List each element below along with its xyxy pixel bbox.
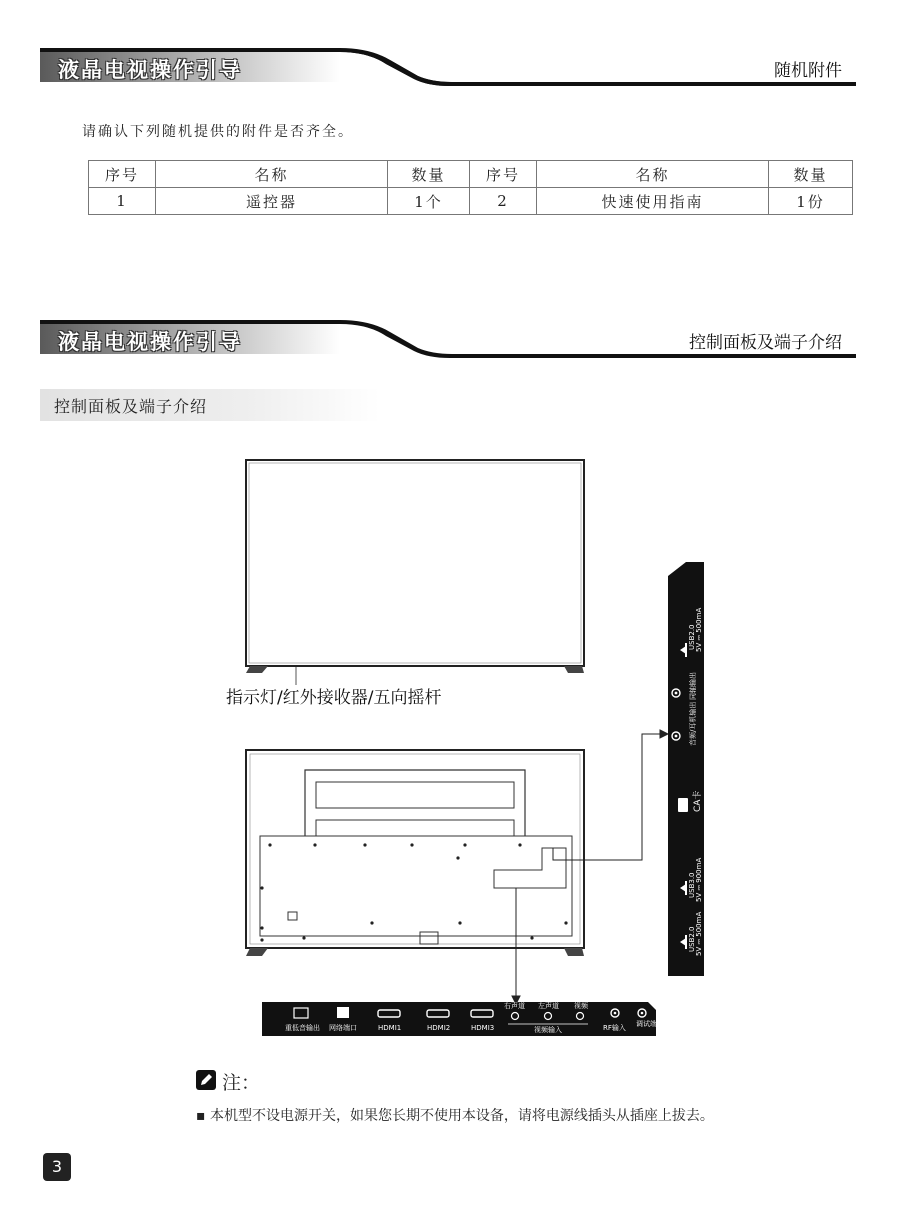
port-label-hdmi2: HDMI2: [427, 1024, 451, 1032]
av-label-left: 左声道: [538, 1002, 559, 1010]
table-header-row: [89, 161, 853, 188]
section-label-text: 控制面板及端子介绍: [54, 397, 208, 416]
port-label-hdmi1: HDMI1: [378, 1024, 402, 1032]
side-port-label: USB2.0: [688, 624, 696, 650]
pencil-note-icon: [196, 1070, 216, 1090]
header-section: 控制面板及端子介绍: [689, 333, 842, 353]
side-port-label: 同轴输出: [689, 672, 697, 700]
tv-diagram: [0, 440, 898, 1050]
av-label-right: 右声道: [504, 1002, 525, 1010]
port-label-video-input: 视频输入: [534, 1026, 562, 1034]
section-label: [40, 389, 380, 421]
side-port-label: CA卡: [693, 790, 703, 812]
table-header-cell: 数量: [388, 161, 470, 188]
page-header-panel: [40, 320, 856, 360]
table-header-cell: 序号: [470, 161, 537, 188]
table-cell: 1个: [388, 188, 470, 215]
av-label-video: 视频: [574, 1002, 588, 1010]
table-header-cell: 数量: [769, 161, 853, 188]
side-port-label: USB2.0: [688, 926, 696, 952]
tv-front-view: [246, 460, 584, 685]
tv-back-view: [246, 750, 584, 956]
side-port-spec: 5V ⎓ 900mA: [695, 857, 703, 902]
table-cell: 1份: [769, 188, 853, 215]
table-cell: 2: [470, 188, 537, 215]
header-title: 液晶电视操作引导: [58, 57, 242, 82]
table-row: [89, 188, 853, 215]
side-port-label: 音频/耳机输出: [689, 701, 697, 746]
table-cell: 遥控器: [156, 188, 388, 215]
table-header-cell: 名称: [537, 161, 769, 188]
page-header-accessories: [40, 48, 856, 88]
header-section: 随机附件: [774, 61, 842, 81]
front-panel-callout: 指示灯/红外接收器/五向摇杆: [226, 688, 442, 708]
table-cell: 1: [89, 188, 156, 215]
port-label-subwoofer: 重低音输出: [285, 1024, 320, 1032]
side-port-spec: 5V ⎓ 500mA: [695, 911, 703, 956]
bottom-port-panel: [262, 1001, 664, 1036]
page-number: 3: [43, 1153, 71, 1181]
accessory-table: [88, 160, 853, 215]
side-port-spec: 5V ⎓ 500mA: [695, 607, 703, 652]
table-cell: 快速使用指南: [537, 188, 769, 215]
side-port-label: USB3.0: [688, 872, 696, 898]
port-label-hdmi3: HDMI3: [471, 1024, 495, 1032]
side-port-panel: [668, 562, 704, 976]
note-title: 注：: [222, 1072, 261, 1094]
pencil-icon: [196, 1070, 216, 1090]
note-text: ▪ 本机型不设电源开关，如果您长期不使用本设备，请将电源线插头从插座上拔去。: [196, 1108, 714, 1124]
intro-text: 请确认下列随机提供的附件是否齐全。: [82, 124, 354, 140]
table-header-cell: 名称: [156, 161, 388, 188]
table-header-cell: 序号: [89, 161, 156, 188]
port-label-rf: RF输入: [603, 1024, 626, 1032]
header-title: 液晶电视操作引导: [58, 329, 242, 354]
port-label-network: 网络端口: [329, 1024, 357, 1032]
port-label-debug: 调试端口: [636, 1020, 664, 1028]
